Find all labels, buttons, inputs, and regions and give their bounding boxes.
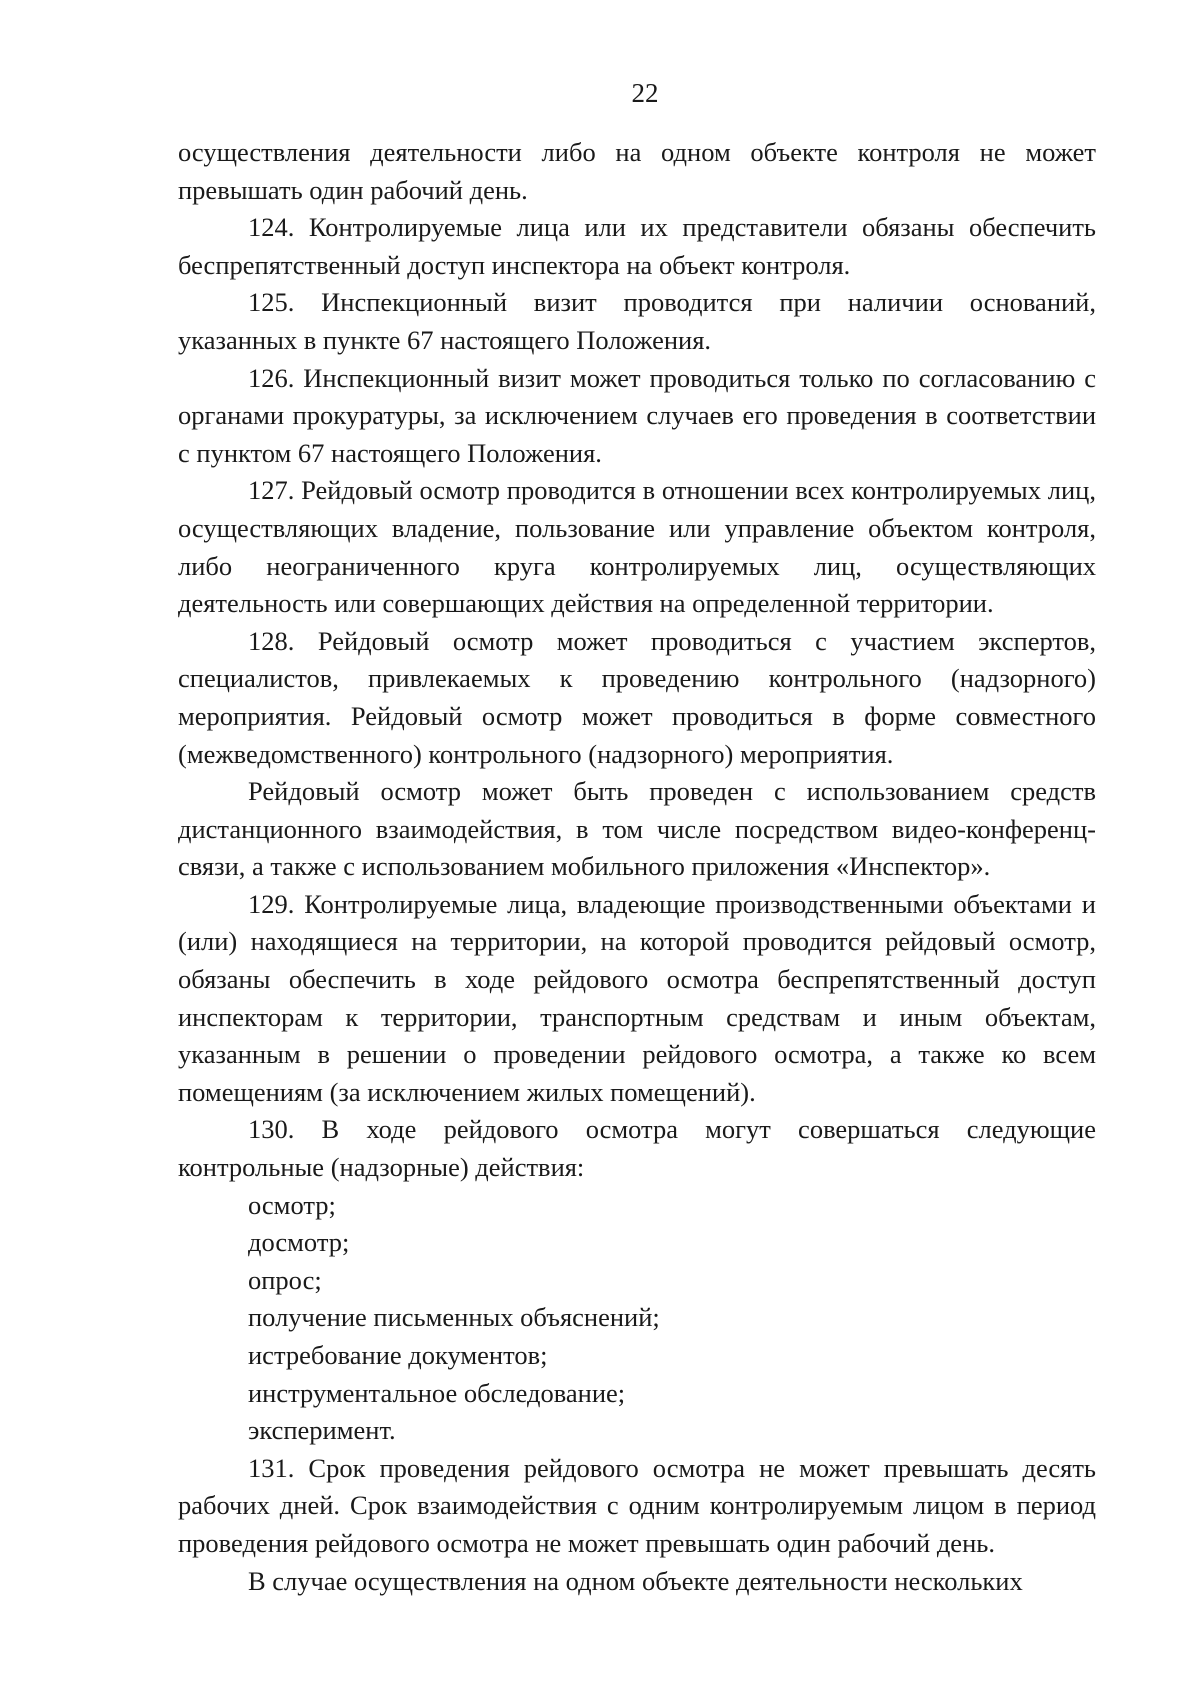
list-item: опрос;: [248, 1264, 322, 1295]
paragraph-125: 125. Инспекционный визит проводится при наличии оснований, указанных в пункте 67 настоящего Положения.: [178, 287, 1096, 355]
paragraph-124: 124. Контролируемые лица или их представители обязаны обеспечить беспрепятственный доступ инспектора на объект контроля.: [178, 212, 1096, 280]
paragraph-128: 128. Рейдовый осмотр может проводиться с участием экспертов, специалистов, привлекаемых к проведению контрольного (надзорного) мероприятия. Рейдовый осмотр может проводиться в форме совместного (межведомственного) контрольного (надзорного) мероприятия.: [178, 625, 1096, 769]
paragraph-127: 127. Рейдовый осмотр проводится в отношении всех контролируемых лиц, осуществляющих владение, пользование или управление объектом контроля, либо неограниченного круга контролируемых лиц, осуществляющих деятельность или совершающих действия на определенной территории.: [178, 475, 1096, 619]
document-body: [178, 134, 1096, 1600]
page-number: 22: [631, 78, 659, 108]
list-item: осмотр;: [248, 1189, 336, 1220]
paragraph-126: 126. Инспекционный визит может проводиться только по согласованию с органами прокуратуры, за исключением случаев его проведения в соответствии с пунктом 67 настоящего Положения.: [178, 362, 1096, 468]
paragraph-129: 129. Контролируемые лица, владеющие производственными объектами и (или) находящиеся на территории, на которой проводится рейдовый осмотр, обязаны обеспечить в ходе рейдового осмотра беспрепятственный доступ инспекторам к территории, транспортным средствам и иным объектам, указанным в решении о проведении рейдового осмотра, а также ко всем помещениям (за исключением жилых помещений).: [178, 888, 1096, 1107]
list-item: истребование документов;: [248, 1340, 548, 1370]
list-item: досмотр;: [248, 1227, 350, 1258]
actions-list: [178, 1187, 1096, 1450]
paragraph-128-remote: Рейдовый осмотр может быть проведен с использованием средств дистанционного взаимодействия, в том числе посредством видео-конференц-связи, а также с использованием мобильного приложения «Инспектор».: [178, 776, 1096, 882]
paragraph-continuation: осуществления деятельности либо на одном объекте контроля не может превышать один рабочий день.: [178, 137, 1096, 205]
paragraph-131: 131. Срок проведения рейдового осмотра не может превышать десять рабочих дней. Срок взаимодействия с одним контролируемым лицом в период проведения рейдового осмотра не может превышать один рабочий день.: [178, 1452, 1096, 1558]
paragraph-130: 130. В ходе рейдового осмотра могут совершаться следующие контрольные (надзорные) действия:: [178, 1114, 1096, 1183]
list-item: эксперимент.: [248, 1415, 396, 1446]
list-item: инструментальное обследование;: [248, 1377, 626, 1408]
paragraph-final: В случае осуществления на одном объекте деятельности нескольких: [248, 1565, 1023, 1596]
list-item: получение письменных объяснений;: [248, 1302, 660, 1333]
